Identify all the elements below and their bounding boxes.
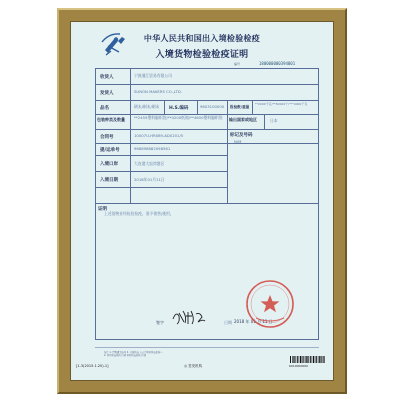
row-divider xyxy=(95,171,227,172)
certificate-statement: 上述货物业经检验检疫，准予销售/使用。 xyxy=(104,211,174,216)
col-divider xyxy=(227,100,228,114)
row-divider xyxy=(95,129,319,130)
col-divider xyxy=(227,114,228,203)
arrival-date-value: 2018年01月11日 xyxy=(134,177,165,182)
origin-country-value: 日本 xyxy=(270,118,278,123)
arrival-date-label: 入境日期 xyxy=(100,178,118,183)
official-seal-icon xyxy=(244,278,296,330)
arrival-port-value: 大连港大窑湾港区 xyxy=(134,161,165,166)
bill-label: 提/运单号 xyxy=(100,148,120,153)
bill-value: 968898882098561 xyxy=(134,146,171,151)
col-divider xyxy=(164,100,165,114)
consignee-value: 宁波通江贸易有限公司 xyxy=(134,73,172,78)
certificate-document xyxy=(74,25,330,375)
hs-code-label: H.S.编码 xyxy=(169,106,189,111)
marks-value: N/M xyxy=(234,139,242,144)
certificate-label: 证明 xyxy=(98,207,107,212)
footnote-divider xyxy=(95,347,319,348)
marks-label: 标记及号码 xyxy=(230,133,253,138)
package-value: **2455塑料编织袋/**4200纸箱/**4600塑料编织袋 xyxy=(134,115,223,120)
package-label: 包装种类及数量 xyxy=(97,117,125,122)
goods-name-label: 品名 xyxy=(100,106,109,111)
number-label: 编号 xyxy=(234,62,241,66)
number-value: 180000000394001 xyxy=(259,61,296,66)
consignor-value: SUNON MAKERS CO.,LTD. xyxy=(134,89,183,94)
row-divider xyxy=(95,143,319,144)
row-divider xyxy=(95,187,227,188)
row-divider xyxy=(95,155,227,156)
arrival-port-label: 入境口岸 xyxy=(100,162,118,167)
footnote xyxy=(104,351,304,357)
contract-value: 10007U-HR089-AD0201/5 xyxy=(134,133,184,138)
goods-name-value: 刷末/刷末/刷末 xyxy=(134,104,160,109)
hs-code-value: 9603100000 xyxy=(200,104,225,109)
barcode-number: 6010000000 xyxy=(289,364,309,368)
quantity-value: **2000千克/**50000个/***4000千克 xyxy=(255,102,308,106)
row-divider xyxy=(95,84,319,85)
barcode xyxy=(290,356,326,363)
consignee-label: 收货人 xyxy=(100,75,114,80)
label-column-divider xyxy=(130,68,131,203)
contract-label: 合同号 xyxy=(100,135,114,140)
col-divider xyxy=(252,100,253,114)
row-divider xyxy=(95,203,319,204)
footnote-line: 备注 1. 货物通关编号 2. 合格检疫 入口岸检验检疫机构... xyxy=(104,351,163,354)
quantity-label: 报检数/重量 xyxy=(230,105,250,109)
signer-label: 签字 xyxy=(156,320,164,325)
consignor-label: 发货人 xyxy=(100,91,114,96)
origin-country-label: 输出国家或地区 xyxy=(229,117,257,122)
date-value: 2018 年 01 月 11 日 xyxy=(234,319,273,324)
footnote-line: 2. 检验检疫机构 日期 检验检疫机构 日期 xyxy=(104,354,146,357)
date-label: 日期 xyxy=(224,320,232,325)
document-subtitle: 入境货物检验检疫证明 xyxy=(155,50,249,60)
row-divider xyxy=(95,100,319,101)
issuer-mark: ◎ 签发机构 xyxy=(184,364,203,368)
col-divider xyxy=(197,100,198,114)
document-title: 中华人民共和国出入境检验检疫 xyxy=(143,34,261,43)
col-divider xyxy=(264,114,265,129)
handwritten-signature xyxy=(170,307,206,327)
form-code: [1-3(2015.1.20)-1] xyxy=(76,364,109,368)
